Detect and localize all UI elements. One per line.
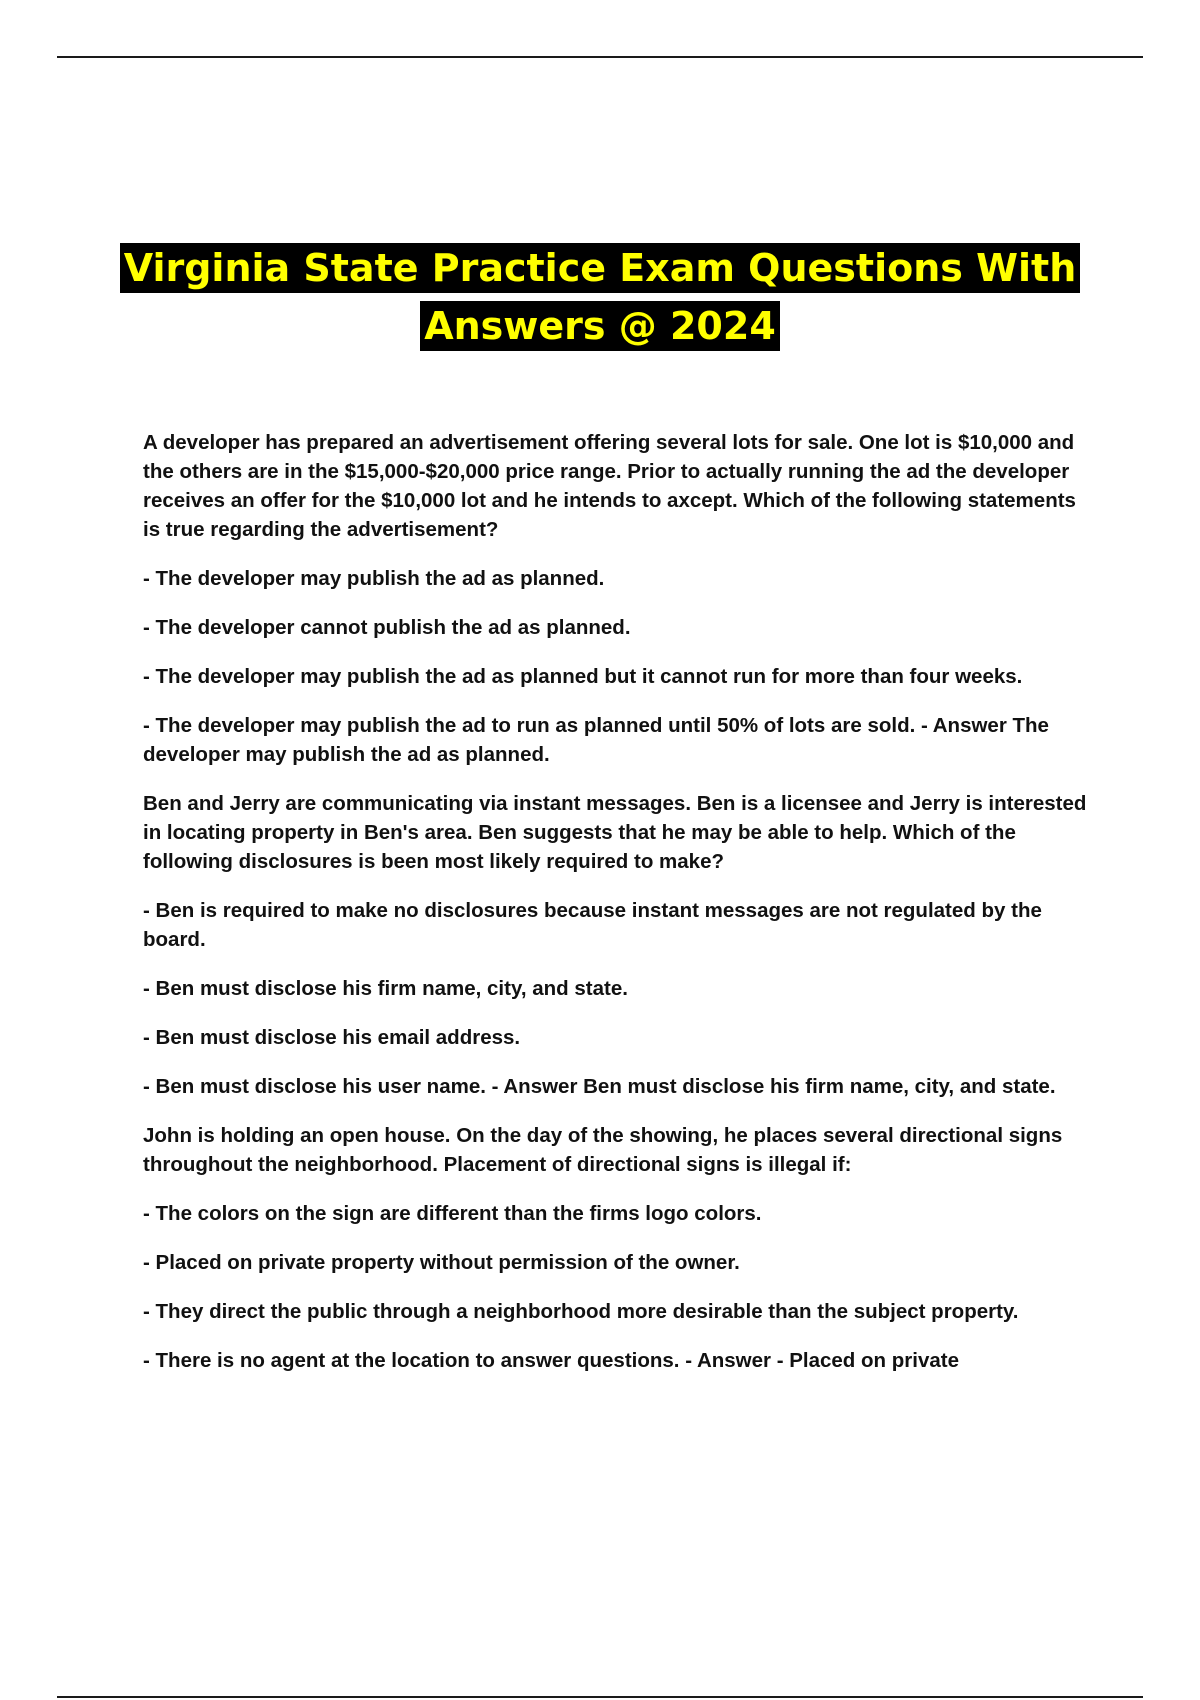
question-1-option-d-answer: - The developer may publish the ad to run as planned until 50% of lots are sold. - Answer The developer may publish the ad as planned.: [143, 714, 1049, 766]
question-1-option-b: - The developer cannot publish the ad as planned.: [143, 616, 631, 639]
question-1-option-c: - The developer may publish the ad as planned but it cannot run for more than four weeks.: [143, 665, 1023, 688]
document-body: [143, 428, 1088, 1395]
bottom-divider: [57, 1696, 1143, 1698]
question-2-option-c: - Ben must disclose his email address.: [143, 1026, 521, 1049]
question-3-option-d-answer: - There is no agent at the location to answer questions. - Answer - Placed on private: [143, 1349, 959, 1372]
question-3-option-b: - Placed on private property without permission of the owner.: [143, 1251, 740, 1274]
question-3-stem: John is holding an open house. On the day of the showing, he places several directional signs throughout the neighborhood. Placement of directional signs is illegal if:: [143, 1124, 1063, 1176]
top-divider: [57, 56, 1143, 58]
title-line-1: Virginia State Practice Exam Questions With: [120, 243, 1081, 293]
title-line-2: Answers @ 2024: [420, 301, 780, 351]
question-3-option-a: - The colors on the sign are different than the firms logo colors.: [143, 1202, 762, 1225]
question-2-option-d-answer: - Ben must disclose his user name. - Answer Ben must disclose his firm name, city, and state.: [143, 1075, 1056, 1098]
question-2-option-a: - Ben is required to make no disclosures because instant messages are not regulated by the board.: [143, 899, 1042, 951]
question-2-option-b: - Ben must disclose his firm name, city, and state.: [143, 977, 628, 1000]
question-1-option-a: - The developer may publish the ad as planned.: [143, 567, 605, 590]
document-title: [0, 243, 1200, 351]
question-2-stem: Ben and Jerry are communicating via instant messages. Ben is a licensee and Jerry is interested in locating property in Ben's area. Ben suggests that he may be able to help. Which of the following disclosures is been most likely required to make?: [143, 792, 1087, 873]
question-1-stem: A developer has prepared an advertisement offering several lots for sale. One lot is $10,000 and the others are in the $15,000-$20,000 price range. Prior to actually running the ad the developer receives an offer for the $10,000 lot and he intends to axcept. Which of the following statements is true regarding the advertisement?: [143, 431, 1076, 541]
question-3-option-c: - They direct the public through a neighborhood more desirable than the subject property.: [143, 1300, 1019, 1323]
